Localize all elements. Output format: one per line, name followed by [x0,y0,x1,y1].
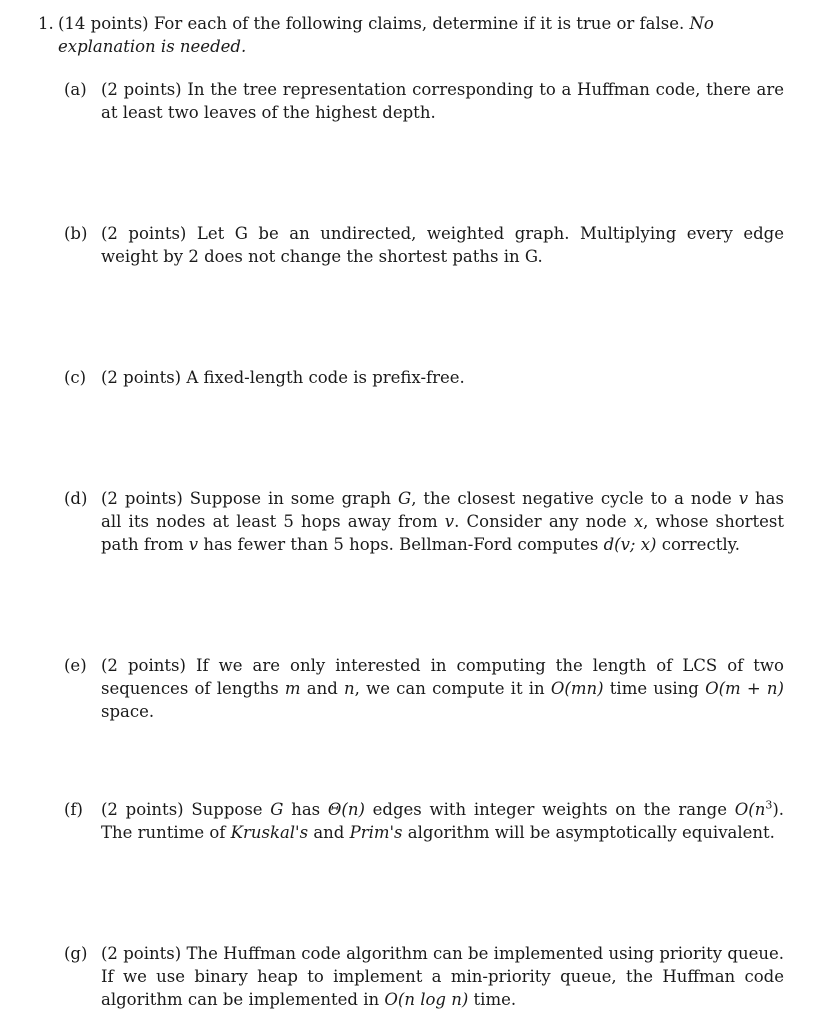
statement-segment: time. [473,990,517,1009]
statement-segment: algorithm will be asymptotically equivalent. [407,823,775,842]
part-label: (g) [64,944,88,963]
statement-segment: correctly. [661,535,740,554]
math-G: G [270,800,284,819]
math-on3: O(n [734,800,766,819]
part-label: (b) [64,224,88,243]
part-text [101,222,784,268]
math-theta-n: Θ(n) [327,800,365,819]
statement-segment: The runtime of [101,823,226,842]
math-dvx: d(v; x) [603,535,657,554]
statement-segment: has fewer than 5 hops. Bellman-Ford computes [203,535,599,554]
part-b [64,222,784,268]
part-a [64,78,784,124]
part-text [101,654,784,723]
part-text [101,366,784,389]
part-statement: A fixed-length code is prefix-free. [186,368,465,387]
part-points: (2 points) [101,224,187,243]
part-text [101,798,784,844]
math-G: G [398,489,412,508]
problem-number: 1. [38,14,54,33]
problem-header [38,12,784,58]
statement-segment: has all its nodes at least 5 hops away from [101,489,784,531]
part-d [64,487,784,556]
statement-segment: time using [609,679,699,698]
statement-segment: If we are only interested in computing the length of LCS of two sequences of lengths [101,656,784,698]
part-statement: In the tree representation corresponding to a Huffman code, there are at least two leaves of the highest depth. [101,80,784,122]
statement-segment: The Huffman code algorithm can be implemented using priority queue. If we use binary heap to implement a min-priority queue, the Huffman code algorithm can be implemented in [101,944,784,1009]
problem-instruction: For each of the following claims, determine if it is true or false. [153,14,685,33]
problem-1 [38,12,784,58]
part-g [64,942,784,1011]
part-text [101,942,784,1011]
statement-segment: edges with integer weights on the range [372,800,728,819]
math-ompn: O(m + n) [705,679,784,698]
math-exponent: 3 [765,798,773,812]
statement-segment: Suppose in some graph [189,489,392,508]
part-points: (2 points) [101,368,182,387]
statement-segment: and [306,679,338,698]
part-points: (2 points) [101,80,182,99]
statement-segment: , the closest negative cycle to a node [411,489,732,508]
part-f [64,798,784,844]
math-x: x [633,512,644,531]
statement-segment: , we can compute it in [354,679,545,698]
part-text [101,78,784,124]
part-e [64,654,784,723]
part-points: (2 points) [101,656,186,675]
part-points: (2 points) [101,489,183,508]
statement-segment: Suppose [191,800,263,819]
kruskal-name: Kruskal's [230,823,309,842]
part-label: (a) [64,80,87,99]
part-label: (d) [64,489,88,508]
part-text [101,487,784,556]
math-omn: O(mn) [550,679,604,698]
part-points: (2 points) [101,800,184,819]
statement-segment: . Consider any node [454,512,627,531]
part-label: (c) [64,368,87,387]
statement-segment: , whose shortest path from [101,512,785,554]
statement-segment: space. [101,702,155,721]
part-points: (2 points) [101,944,182,963]
part-statement: Let G be an undirected, weighted graph. Multiplying every edge weight by 2 does not change the shortest paths in G. [101,224,784,266]
statement-segment: and [313,823,345,842]
math-v: v [738,489,749,508]
problem-points: (14 points) [58,14,149,33]
math-v: v [188,535,199,554]
math-v: v [444,512,455,531]
prim-name: Prim's [349,823,403,842]
math-close: ). [772,800,785,819]
part-c [64,366,784,389]
part-label: (e) [64,656,87,675]
math-m: m [284,679,301,698]
problem-no-explanation: No explanation is needed. [58,14,714,56]
math-n: n [343,679,355,698]
statement-segment: has [291,800,321,819]
part-label: (f) [64,800,83,819]
math-onlogn: O(n log n) [384,990,469,1009]
